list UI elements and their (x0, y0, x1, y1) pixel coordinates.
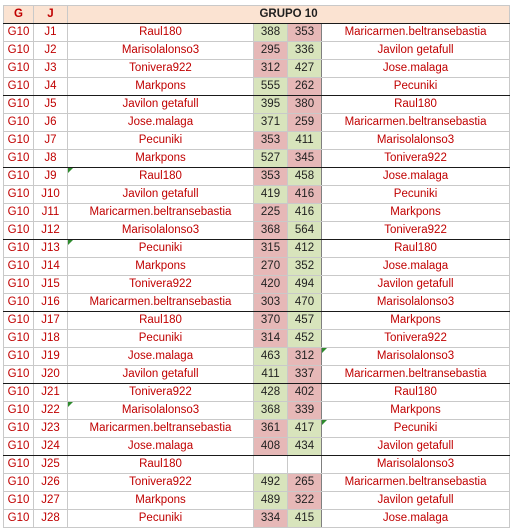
home-player-cell[interactable]: Raul180 (68, 168, 254, 186)
home-player-cell[interactable]: Pecuniki (68, 510, 254, 528)
home-player-cell[interactable]: Markpons (68, 492, 254, 510)
home-player-cell[interactable]: Tonivera922 (68, 60, 254, 78)
match-number-cell[interactable]: J22 (34, 402, 68, 420)
away-player-cell[interactable]: Javilon getafull (322, 492, 510, 510)
home-score-cell[interactable]: 295 (254, 42, 288, 60)
home-player-cell[interactable]: Raul180 (68, 24, 254, 42)
table-row (4, 276, 510, 294)
away-player-cell[interactable]: Pecuniki (322, 78, 510, 96)
group-cell[interactable]: G10 (4, 474, 34, 492)
away-score-cell[interactable]: 345 (288, 150, 322, 168)
away-player-cell[interactable]: Raul180 (322, 240, 510, 258)
home-score-cell[interactable]: 225 (254, 204, 288, 222)
away-score-cell[interactable]: 352 (288, 258, 322, 276)
home-score-cell[interactable]: 527 (254, 150, 288, 168)
match-number-cell[interactable]: J27 (34, 492, 68, 510)
home-player-cell[interactable]: Markpons (68, 150, 254, 168)
home-score-cell[interactable]: 370 (254, 312, 288, 330)
away-score-cell[interactable]: 262 (288, 78, 322, 96)
table-row (4, 60, 510, 78)
home-player-cell[interactable]: Marisolalonso3 (68, 402, 254, 420)
match-number-cell[interactable]: J1 (34, 24, 68, 42)
group-cell[interactable]: G10 (4, 366, 34, 384)
home-player-cell[interactable]: Raul180 (68, 456, 254, 474)
match-number-cell[interactable]: J5 (34, 96, 68, 114)
match-number-cell[interactable]: J28 (34, 510, 68, 528)
away-score-cell[interactable]: 417 (288, 420, 322, 438)
group-cell[interactable]: G10 (4, 510, 34, 528)
group-cell[interactable]: G10 (4, 438, 34, 456)
home-score-cell[interactable]: 489 (254, 492, 288, 510)
table-row (4, 24, 510, 42)
group-cell[interactable]: G10 (4, 312, 34, 330)
match-number-cell[interactable]: J12 (34, 222, 68, 240)
home-player-cell[interactable]: Javilon getafull (68, 366, 254, 384)
away-player-cell[interactable]: Jose.malaga (322, 60, 510, 78)
away-score-cell[interactable]: 415 (288, 510, 322, 528)
table-row (4, 96, 510, 114)
away-player-cell[interactable]: Maricarmen.beltransebastia (322, 474, 510, 492)
match-number-cell[interactable]: J18 (34, 330, 68, 348)
table-row (4, 168, 510, 186)
group-cell[interactable]: G10 (4, 42, 34, 60)
away-score-cell[interactable]: 402 (288, 384, 322, 402)
group-cell[interactable]: G10 (4, 492, 34, 510)
home-player-cell[interactable]: Maricarmen.beltransebastia (68, 420, 254, 438)
home-player-cell[interactable]: Pecuniki (68, 132, 254, 150)
match-number-cell[interactable]: J20 (34, 366, 68, 384)
away-score-cell[interactable]: 259 (288, 114, 322, 132)
away-score-cell[interactable]: 322 (288, 492, 322, 510)
away-player-cell[interactable]: Markpons (322, 402, 510, 420)
match-number-cell[interactable]: J24 (34, 438, 68, 456)
home-score-cell[interactable]: 408 (254, 438, 288, 456)
match-number-cell[interactable]: J6 (34, 114, 68, 132)
away-player-cell[interactable]: Raul180 (322, 96, 510, 114)
away-player-cell[interactable]: Javilon getafull (322, 42, 510, 60)
comment-marker-icon (68, 240, 73, 245)
header-g-cell[interactable]: G (4, 6, 34, 24)
away-score-cell[interactable]: 339 (288, 402, 322, 420)
group-cell[interactable]: G10 (4, 168, 34, 186)
table-row (4, 78, 510, 96)
group-cell[interactable]: G10 (4, 294, 34, 312)
home-player-cell[interactable]: Tonivera922 (68, 384, 254, 402)
away-player-cell[interactable]: Javilon getafull (322, 438, 510, 456)
home-score-cell[interactable]: 315 (254, 240, 288, 258)
match-number-cell[interactable]: J21 (34, 384, 68, 402)
match-number-cell[interactable]: J9 (34, 168, 68, 186)
away-player-cell[interactable]: Marisolalonso3 (322, 456, 510, 474)
home-score-cell[interactable]: 361 (254, 420, 288, 438)
match-number-cell[interactable]: J26 (34, 474, 68, 492)
match-number-cell[interactable]: J14 (34, 258, 68, 276)
away-score-cell[interactable]: 452 (288, 330, 322, 348)
away-player-cell[interactable]: Tonivera922 (322, 222, 510, 240)
home-player-cell[interactable]: Markpons (68, 258, 254, 276)
group-cell[interactable]: G10 (4, 240, 34, 258)
match-number-cell[interactable]: J11 (34, 204, 68, 222)
away-player-cell[interactable]: Maricarmen.beltransebastia (322, 24, 510, 42)
table-row (4, 474, 510, 492)
home-score-cell[interactable]: 428 (254, 384, 288, 402)
home-score-cell[interactable]: 303 (254, 294, 288, 312)
home-score-cell[interactable]: 334 (254, 510, 288, 528)
group-cell[interactable]: G10 (4, 114, 34, 132)
home-score-cell[interactable]: 368 (254, 222, 288, 240)
away-score-cell[interactable]: 458 (288, 168, 322, 186)
home-score-cell[interactable]: 463 (254, 348, 288, 366)
group-cell[interactable]: G10 (4, 222, 34, 240)
match-number-cell[interactable]: J25 (34, 456, 68, 474)
match-number-cell[interactable]: J2 (34, 42, 68, 60)
away-player-cell[interactable]: Marisolalonso3 (322, 348, 510, 366)
home-player-cell[interactable]: Jose.malaga (68, 438, 254, 456)
table-row (4, 186, 510, 204)
group-cell[interactable]: G10 (4, 78, 34, 96)
home-player-cell[interactable]: Tonivera922 (68, 276, 254, 294)
away-player-cell[interactable]: Pecuniki (322, 420, 510, 438)
away-player-cell[interactable]: Raul180 (322, 384, 510, 402)
comment-marker-icon (68, 402, 73, 407)
away-score-cell[interactable]: 380 (288, 96, 322, 114)
home-player-cell[interactable]: Jose.malaga (68, 114, 254, 132)
away-player-cell[interactable]: Tonivera922 (322, 150, 510, 168)
home-player-cell[interactable]: Pecuniki (68, 330, 254, 348)
group-cell[interactable]: G10 (4, 456, 34, 474)
match-number-cell[interactable]: J13 (34, 240, 68, 258)
away-score-cell[interactable]: 434 (288, 438, 322, 456)
away-player-cell[interactable]: Jose.malaga (322, 168, 510, 186)
group-cell[interactable]: G10 (4, 60, 34, 78)
home-score-cell[interactable]: 555 (254, 78, 288, 96)
away-player-cell[interactable]: Pecuniki (322, 186, 510, 204)
away-score-cell[interactable]: 416 (288, 204, 322, 222)
away-player-cell[interactable]: Jose.malaga (322, 510, 510, 528)
home-score-cell[interactable]: 395 (254, 96, 288, 114)
match-number-cell[interactable]: J7 (34, 132, 68, 150)
table-row (4, 510, 510, 528)
group-cell[interactable]: G10 (4, 384, 34, 402)
home-score-cell[interactable]: 353 (254, 132, 288, 150)
spreadsheet (3, 5, 509, 528)
table-row (4, 150, 510, 168)
away-score-cell[interactable]: 427 (288, 60, 322, 78)
table-row (4, 222, 510, 240)
group-title-cell[interactable]: GRUPO 10 (68, 6, 510, 24)
home-player-cell[interactable]: Javilon getafull (68, 96, 254, 114)
table-row (4, 438, 510, 456)
home-score-cell[interactable]: 312 (254, 60, 288, 78)
group-results-table (3, 5, 510, 528)
group-cell[interactable]: G10 (4, 348, 34, 366)
group-cell[interactable]: G10 (4, 96, 34, 114)
table-row (4, 114, 510, 132)
away-score-cell[interactable]: 494 (288, 276, 322, 294)
home-player-cell[interactable]: Markpons (68, 78, 254, 96)
comment-marker-icon (322, 348, 327, 353)
home-player-cell[interactable]: Javilon getafull (68, 186, 254, 204)
home-player-cell[interactable]: Raul180 (68, 312, 254, 330)
group-cell[interactable]: G10 (4, 420, 34, 438)
table-row (4, 240, 510, 258)
match-number-cell[interactable]: J19 (34, 348, 68, 366)
table-row (4, 204, 510, 222)
comment-marker-icon (68, 168, 73, 173)
home-player-cell[interactable]: Maricarmen.beltransebastia (68, 294, 254, 312)
match-number-cell[interactable]: J16 (34, 294, 68, 312)
home-player-cell[interactable]: Tonivera922 (68, 474, 254, 492)
group-cell[interactable]: G10 (4, 186, 34, 204)
home-player-cell[interactable]: Pecuniki (68, 240, 254, 258)
away-score-cell[interactable]: 470 (288, 294, 322, 312)
table-row (4, 420, 510, 438)
table-row (4, 366, 510, 384)
away-score-cell[interactable]: 337 (288, 366, 322, 384)
table-body (4, 6, 510, 528)
away-score-cell[interactable]: 564 (288, 222, 322, 240)
away-player-cell[interactable]: Maricarmen.beltransebastia (322, 366, 510, 384)
away-player-cell[interactable]: Tonivera922 (322, 330, 510, 348)
away-score-cell[interactable]: 265 (288, 474, 322, 492)
away-player-cell[interactable]: Jose.malaga (322, 258, 510, 276)
home-score-cell[interactable]: 419 (254, 186, 288, 204)
away-player-cell[interactable]: Maricarmen.beltransebastia (322, 114, 510, 132)
home-player-cell[interactable]: Marisolalonso3 (68, 222, 254, 240)
away-score-cell[interactable]: 411 (288, 132, 322, 150)
home-player-cell[interactable]: Maricarmen.beltransebastia (68, 204, 254, 222)
header-row (4, 6, 510, 24)
home-score-cell[interactable] (254, 456, 288, 474)
table-row (4, 258, 510, 276)
match-number-cell[interactable]: J3 (34, 60, 68, 78)
away-player-cell[interactable]: Markpons (322, 204, 510, 222)
away-score-cell[interactable]: 312 (288, 348, 322, 366)
group-cell[interactable]: G10 (4, 24, 34, 42)
home-score-cell[interactable]: 411 (254, 366, 288, 384)
table-row (4, 384, 510, 402)
away-player-cell[interactable]: Marisolalonso3 (322, 132, 510, 150)
group-cell[interactable]: G10 (4, 132, 34, 150)
away-player-cell[interactable]: Marisolalonso3 (322, 294, 510, 312)
home-player-cell[interactable]: Jose.malaga (68, 348, 254, 366)
home-score-cell[interactable]: 388 (254, 24, 288, 42)
home-score-cell[interactable]: 420 (254, 276, 288, 294)
home-player-cell[interactable]: Marisolalonso3 (68, 42, 254, 60)
group-cell[interactable]: G10 (4, 330, 34, 348)
away-score-cell[interactable]: 412 (288, 240, 322, 258)
away-score-cell[interactable]: 336 (288, 42, 322, 60)
match-number-cell[interactable]: J8 (34, 150, 68, 168)
header-j-cell[interactable]: J (34, 6, 68, 24)
away-player-cell[interactable]: Markpons (322, 312, 510, 330)
away-player-cell[interactable]: Javilon getafull (322, 276, 510, 294)
home-score-cell[interactable]: 492 (254, 474, 288, 492)
table-row (4, 492, 510, 510)
away-score-cell[interactable]: 457 (288, 312, 322, 330)
group-cell[interactable]: G10 (4, 204, 34, 222)
home-score-cell[interactable]: 353 (254, 168, 288, 186)
home-score-cell[interactable]: 270 (254, 258, 288, 276)
home-score-cell[interactable]: 314 (254, 330, 288, 348)
group-cell[interactable]: G10 (4, 150, 34, 168)
away-score-cell[interactable]: 416 (288, 186, 322, 204)
group-cell[interactable]: G10 (4, 276, 34, 294)
table-row (4, 330, 510, 348)
match-number-cell[interactable]: J4 (34, 78, 68, 96)
table-row (4, 348, 510, 366)
match-number-cell[interactable]: J23 (34, 420, 68, 438)
away-score-cell[interactable]: 353 (288, 24, 322, 42)
match-number-cell[interactable]: J10 (34, 186, 68, 204)
home-score-cell[interactable]: 368 (254, 402, 288, 420)
group-cell[interactable]: G10 (4, 258, 34, 276)
table-row (4, 294, 510, 312)
comment-marker-icon (322, 420, 327, 425)
table-row (4, 132, 510, 150)
table-row (4, 42, 510, 60)
table-row (4, 456, 510, 474)
match-number-cell[interactable]: J15 (34, 276, 68, 294)
table-row (4, 402, 510, 420)
home-score-cell[interactable]: 371 (254, 114, 288, 132)
group-cell[interactable]: G10 (4, 402, 34, 420)
away-score-cell[interactable] (288, 456, 322, 474)
table-row (4, 312, 510, 330)
match-number-cell[interactable]: J17 (34, 312, 68, 330)
